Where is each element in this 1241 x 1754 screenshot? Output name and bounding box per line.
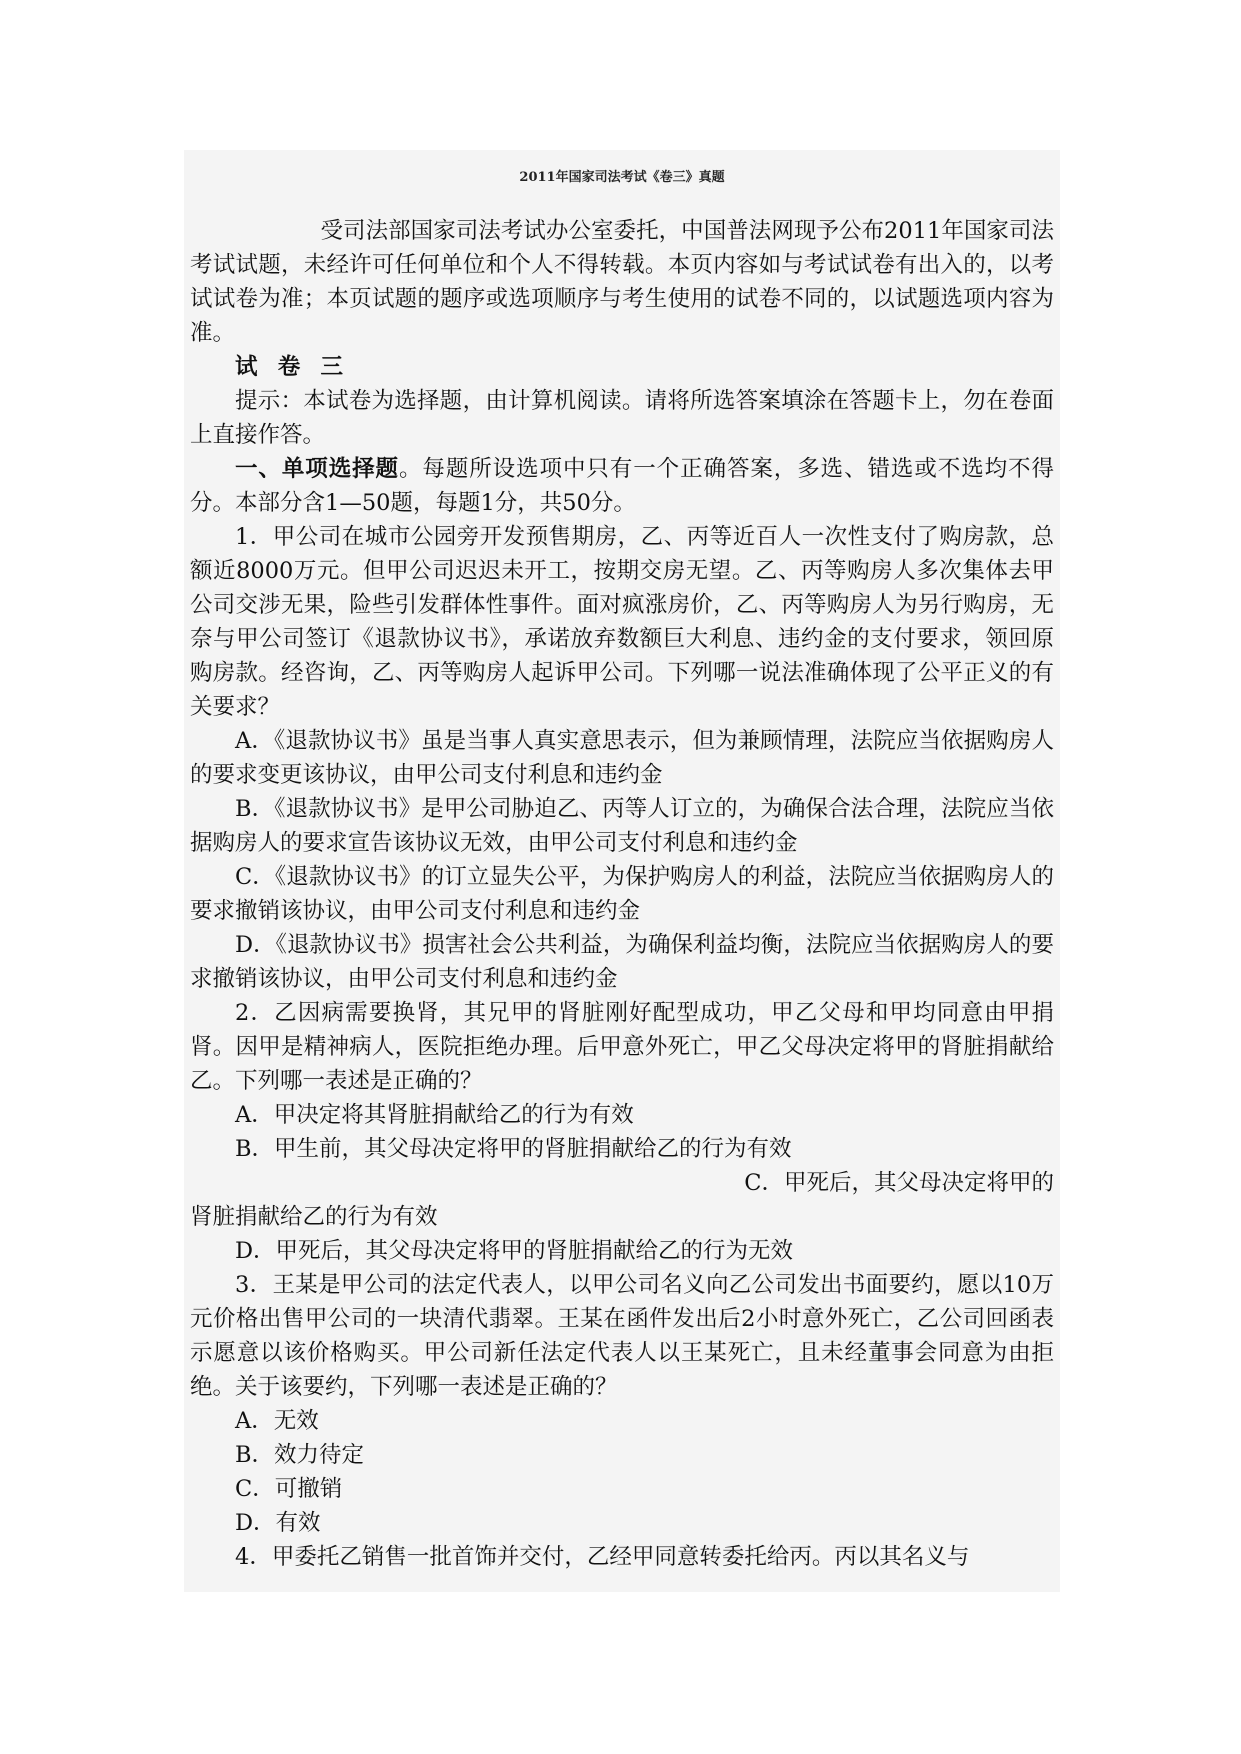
question-3-option-c: C．可撤销 (235, 1476, 343, 1502)
question-3-option-d: D．有效 (235, 1510, 321, 1536)
question-1-option-a: A．《退款协议书》虽是当事人真实意思表示，但为兼顾情理，法院应当依据购房人的要求变更该协议，由甲公司支付利息和违约金 (190, 728, 1054, 788)
question-3-stem: 3．王某是甲公司的法定代表人，以甲公司名义向乙公司发出书面要约，愿以10万元价格出售甲公司的一块清代翡翠。王某在函件发出后2小时意外死亡，乙公司回函表示愿意以该价格购买。甲公司新任法定代表人以王某死亡，且未经董事会同意为由拒绝。关于该要约，下列哪一表述是正确的？ (190, 1272, 1054, 1400)
question-1-stem: 1．甲公司在城市公园旁开发预售期房，乙、丙等近百人一次性支付了购房款，总额近8000万元。但甲公司迟迟未开工，按期交房无望。乙、丙等购房人多次集体去甲公司交涉无果，险些引发群体性事件。面对疯涨房价，乙、丙等购房人为另行购房，无奈与甲公司签订《退款协议书》，承诺放弃数额巨大利息、违约金的支付要求，领回原购房款。经咨询，乙、丙等购房人起诉甲公司。下列哪一说法准确体现了公平正义的有关要求？ (190, 524, 1054, 720)
question-3-option-b: B．效力待定 (235, 1442, 365, 1468)
question-2-option-d: D．甲死后，其父母决定将甲的肾脏捐献给乙的行为无效 (235, 1238, 794, 1264)
question-2-stem: 2．乙因病需要换肾，其兄甲的肾脏刚好配型成功，甲乙父母和甲均同意由甲捐肾。因甲是精神病人，医院拒绝办理。后甲意外死亡，甲乙父母决定将甲的肾脏捐献给乙。下列哪一表述是正确的？ (190, 1000, 1054, 1094)
hint-paragraph: 提示：本试卷为选择题，由计算机阅读。请将所选答案填涂在答题卡上，勿在卷面上直接作答。 (190, 388, 1054, 448)
paper-label: 试卷三 (235, 354, 364, 380)
document-title: 2011年国家司法考试《卷三》真题 (519, 170, 725, 185)
section-description: 。每题所设选项中只有一个正确答案，多选、错选或不选均不得分。本部分含1—50题，每题1分，共50分。 (190, 456, 1054, 516)
question-3-option-a: A．无效 (235, 1408, 319, 1434)
section-paragraph (190, 452, 1054, 520)
question-2-option-a: A．甲决定将其肾脏捐献给乙的行为有效 (235, 1102, 634, 1128)
question-1-option-c: C．《退款协议书》的订立显失公平，为保护购房人的利益，法院应当依据购房人的要求撤销该协议，由甲公司支付利息和违约金 (190, 864, 1054, 924)
question-2-option-c-line2: 肾脏捐献给乙的行为有效 (190, 1204, 438, 1230)
document-page (184, 150, 1060, 1592)
question-2-option-b: B．甲生前，其父母决定将甲的肾脏捐献给乙的行为有效 (235, 1136, 792, 1162)
question-1-option-b: B．《退款协议书》是甲公司胁迫乙、丙等人订立的，为确保合法合理，法院应当依据购房人的要求宣告该协议无效，由甲公司支付利息和违约金 (190, 796, 1054, 856)
question-2-option-c-line1: C．甲死后，其父母决定将甲的 (744, 1170, 1054, 1196)
intro-paragraph: 受司法部国家司法考试办公室委托，中国普法网现予公布2011年国家司法考试试题，未经许可任何单位和个人不得转载。本页内容如与考试试卷有出入的，以考试试卷为准；本页试题的题序或选项顺序与考生使用的试卷不同的，以试题选项内容为准。 (190, 218, 1054, 346)
question-4-stem: 4．甲委托乙销售一批首饰并交付，乙经甲同意转委托给丙。丙以其名义与 (235, 1544, 970, 1570)
document-body (190, 214, 1054, 1574)
question-1-option-d: D．《退款协议书》损害社会公共利益，为确保利益均衡，法院应当依据购房人的要求撤销该协议，由甲公司支付利息和违约金 (190, 932, 1054, 992)
section-heading: 一、单项选择题 (235, 456, 399, 482)
